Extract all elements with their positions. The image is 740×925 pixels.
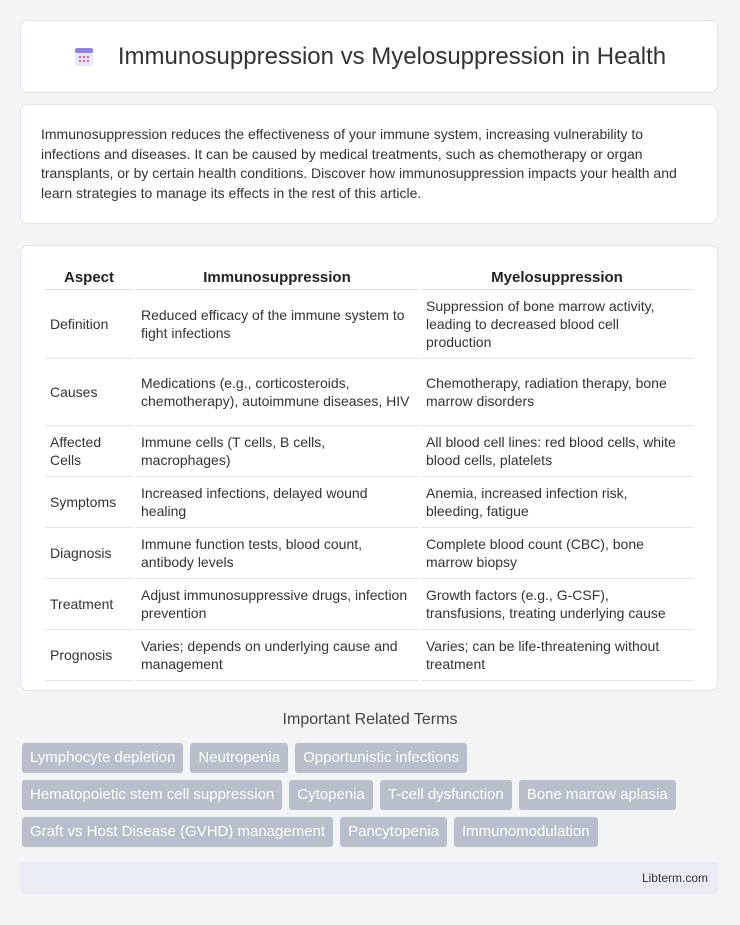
column-header-immunosuppression: Immunosuppression: [136, 262, 418, 290]
table-header-row: [45, 262, 693, 290]
related-term-tag[interactable]: Neutropenia: [190, 743, 288, 773]
table-cell: Increased infections, delayed wound healing: [136, 477, 418, 528]
related-term-tag[interactable]: Cytopenia: [289, 780, 373, 810]
comparison-table: [42, 262, 696, 681]
table-cell: Adjust immunosuppressive drugs, infection prevention: [136, 579, 418, 630]
related-terms-list: [22, 743, 722, 847]
table-cell: All blood cell lines: red blood cells, white blood cells, platelets: [421, 426, 693, 477]
column-header-myelosuppression: Myelosuppression: [421, 262, 693, 290]
comparison-table-card: [20, 245, 718, 691]
table-cell: Growth factors (e.g., G-CSF), transfusions, treating underlying cause: [421, 579, 693, 630]
table-row: [45, 630, 693, 681]
related-term-tag[interactable]: Hematopoietic stem cell suppression: [22, 780, 282, 810]
table-cell-aspect: Treatment: [45, 579, 133, 630]
footer: [20, 862, 718, 894]
table-cell: Anemia, increased infection risk, bleeding, fatigue: [421, 477, 693, 528]
table-cell: Varies; can be life-threatening without treatment: [421, 630, 693, 681]
intro-card: [20, 104, 718, 224]
related-terms-title: Important Related Terms: [282, 711, 458, 728]
related-term-tag[interactable]: Graft vs Host Disease (GVHD) management: [22, 817, 333, 847]
table-cell: Chemotherapy, radiation therapy, bone marrow disorders: [421, 359, 693, 426]
table-cell: Immune function tests, blood count, antibody levels: [136, 528, 418, 579]
table-row: [45, 426, 693, 477]
table-cell-aspect: Symptoms: [45, 477, 133, 528]
table-cell-aspect: Affected Cells: [45, 426, 133, 477]
table-cell: Immune cells (T cells, B cells, macrophages): [136, 426, 418, 477]
table-cell: Complete blood count (CBC), bone marrow biopsy: [421, 528, 693, 579]
table-cell: Suppression of bone marrow activity, leading to decreased blood cell production: [421, 290, 693, 359]
intro-text: Immunosuppression reduces the effectiveness of your immune system, increasing vulnerability to infections and diseases. It can be caused by medical treatments, such as chemotherapy or organ transplants, or by certain health conditions. Discover how immunosuppression impacts your health and learn strategies to manage its effects in the rest of this article.: [41, 126, 677, 201]
table-cell-aspect: Prognosis: [45, 630, 133, 681]
table-row: [45, 477, 693, 528]
related-term-tag[interactable]: Bone marrow aplasia: [519, 780, 676, 810]
table-row: [45, 528, 693, 579]
table-row: [45, 579, 693, 630]
table-cell: Varies; depends on underlying cause and management: [136, 630, 418, 681]
table-row: [45, 359, 693, 426]
table-row: [45, 290, 693, 359]
calendar-grid-icon: [72, 45, 96, 69]
related-term-tag[interactable]: Pancytopenia: [340, 817, 447, 847]
page-title: Immunosuppression vs Myelosuppression in Health: [117, 42, 667, 70]
related-term-tag[interactable]: T-cell dysfunction: [380, 780, 512, 810]
table-cell-aspect: Definition: [45, 290, 133, 359]
related-term-tag[interactable]: Immunomodulation: [454, 817, 598, 847]
column-header-aspect: Aspect: [45, 262, 133, 290]
footer-site-link[interactable]: Libterm.com: [641, 871, 708, 885]
table-cell-aspect: Diagnosis: [45, 528, 133, 579]
header-card: [20, 20, 718, 93]
table-cell-aspect: Causes: [45, 359, 133, 426]
related-term-tag[interactable]: Lymphocyte depletion: [22, 743, 183, 773]
table-cell: Reduced efficacy of the immune system to fight infections: [136, 290, 418, 359]
related-term-tag[interactable]: Opportunistic infections: [295, 743, 467, 773]
table-cell: Medications (e.g., corticosteroids, chemotherapy), autoimmune diseases, HIV: [136, 359, 418, 426]
